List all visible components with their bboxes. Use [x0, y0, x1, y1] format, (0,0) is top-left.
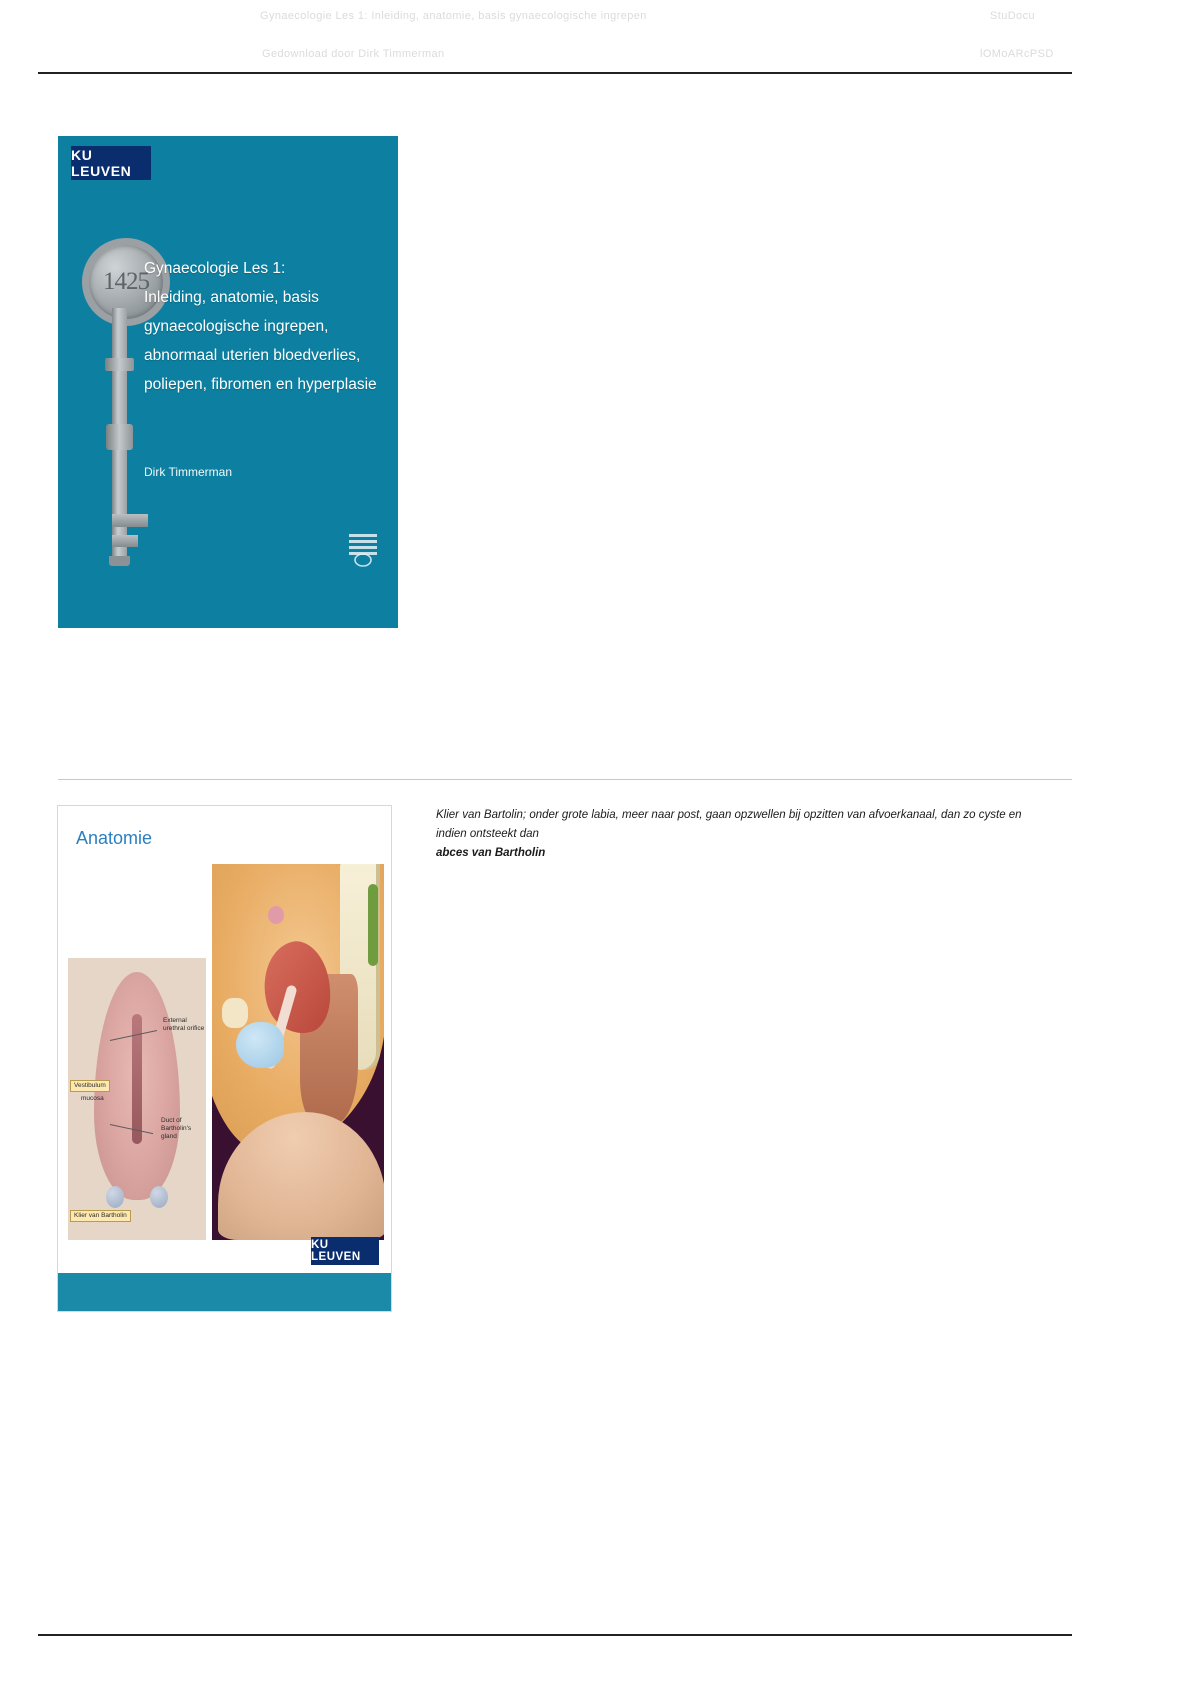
- slide-thumbnail-title: [58, 110, 398, 628]
- header-rule: [38, 72, 1072, 74]
- key-tip: [109, 556, 130, 566]
- ghost-text-top-right: StuDocu: [990, 10, 1035, 22]
- ku-leuven-logo-slide2: KU LEUVEN: [311, 1237, 379, 1265]
- footer-rule: [38, 1634, 1072, 1636]
- label-external-urethral-orifice: External urethral orifice: [163, 1017, 205, 1032]
- key-tooth-upper: [112, 514, 148, 527]
- slide-heading-anatomie: Anatomie: [76, 828, 153, 848]
- section-divider-rule: [58, 779, 1072, 780]
- slide-title-line-3: gynaecologische ingrepen,: [144, 318, 329, 335]
- slide-title-line-2: Inleiding, anatomie, basis: [144, 289, 319, 306]
- slide-notes: [436, 806, 1044, 863]
- label-duct-of-bartholins-gland: Duct of Bartholin's gland: [161, 1117, 192, 1140]
- ghost-text-top-left: Gynaecologie Les 1: Inleiding, anatomie, basis gynaecologische ingrepen: [260, 10, 647, 22]
- slide-title-line-5: poliepen, fibromen en hyperplasie: [144, 376, 377, 393]
- bartholin-gland-right-illustration: [150, 1186, 168, 1208]
- slide-author: Dirk Timmerman: [144, 465, 233, 479]
- label-vestibulum: Vestibulum: [70, 1080, 110, 1092]
- bartholin-gland-left-illustration: [106, 1186, 124, 1208]
- key-collar-upper: [105, 358, 134, 371]
- slide-title-line-1: Gynaecologie Les 1:: [144, 260, 286, 277]
- vulva-anatomy-figure: [68, 958, 206, 1240]
- university-seal-icon: [346, 528, 380, 568]
- pelvis-sagittal-figure: [212, 864, 384, 1240]
- ghost-text-second-right: lOMoARcPSD: [980, 48, 1054, 60]
- slide-thumbnail-anatomie: [58, 806, 391, 1311]
- bladder-illustration: [236, 1022, 284, 1068]
- key-ring-year: 1425: [103, 268, 149, 295]
- clitoris-illustration: [268, 906, 284, 924]
- scan-header-artifacts: [0, 4, 1200, 62]
- notes-line-1: Klier van Bartolin; onder grote labia, meer naar post, gaan opzwellen bij opzitten van afvoerkanaal, dan zo cyste en indien ontsteekt dan: [436, 809, 1022, 840]
- notes-line-2: abces van Bartholin: [436, 847, 546, 859]
- pubic-bone-illustration: [222, 998, 248, 1028]
- label-vestibulum-sub: mucosa: [81, 1095, 104, 1102]
- ku-leuven-logo: KU LEUVEN: [71, 146, 151, 180]
- key-tooth-lower: [112, 535, 138, 547]
- label-klier-van-bartholin: Klier van Bartholin: [70, 1210, 131, 1222]
- slide-top-margin: [58, 110, 398, 136]
- key-collar-lower: [106, 424, 133, 450]
- slide-footer-band: [58, 1273, 391, 1311]
- slide-title-line-4: abnormaal uterien bloedverlies,: [144, 347, 361, 364]
- ghost-text-second-left: Gedownload door Dirk Timmerman: [262, 48, 445, 60]
- slide-title-block: [144, 254, 382, 399]
- spinal-structure-illustration: [368, 884, 378, 966]
